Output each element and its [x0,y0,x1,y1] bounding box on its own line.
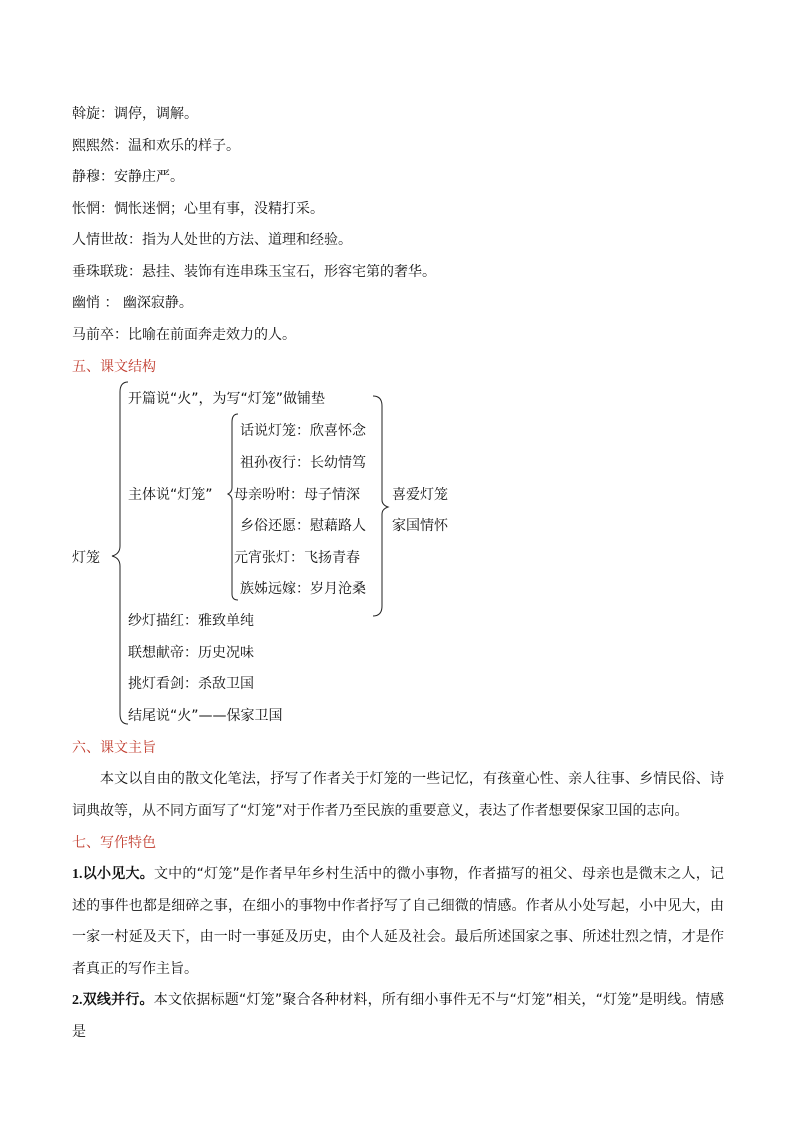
vocab-definition: 悬挂、装饰有连串珠玉宝石，形容宅第的奢华。 [142,264,436,280]
structure-item: 纱灯描红：雅致单纯 [128,613,254,629]
structure-sub-item: 族姊远嫁：岁月沧桑 [240,581,366,597]
vocab-definition: 比喻在前面奔走效力的人。 [128,327,296,343]
vocab-term: 静穆 [72,169,100,185]
section-heading-features: 七、写作特色 [72,835,156,851]
structure-ending: 结尾说“火”——保家卫国 [128,708,283,724]
vocab-item: 垂珠联珑：悬挂、装饰有连串珠玉宝石，形容宅第的奢华。 [72,264,436,280]
structure-sub-item: 祖孙夜行：长幼情笃 [240,455,366,471]
vocab-item: 人情世故：指为人处世的方法、道理和经验。 [72,232,352,248]
vocab-definition: 惆怅迷惘；心里有事，没精打采。 [114,201,324,217]
right-brace [373,396,388,616]
vocab-definition: 调停，调解。 [114,106,198,122]
vocab-term: 幽悄 [72,295,105,311]
vocab-term: 人情世故 [72,232,128,248]
vocab-item: 静穆：安静庄严。 [72,169,184,185]
feature-label-2: 2.双线并行。 [72,993,154,1008]
feature-paragraph-2 [72,985,724,1048]
structure-sub-item: 乡俗还愿：慰藉路人 [240,518,366,534]
vocab-item: 幽悄 ： 幽深寂静。 [72,295,193,311]
vocab-term: 怅惘 [72,201,100,217]
vocab-item: 斡旋：调停，调解。 [72,106,198,122]
structure-main: 主体说“灯笼” [128,487,213,503]
vocab-term: 斡旋 [72,106,100,122]
vocab-term: 马前卒 [72,327,114,343]
vocab-item: 熙熙然：温和欢乐的样子。 [72,138,240,154]
structure-opening: 开篇说“火”，为写“灯笼”做铺垫 [128,391,326,407]
section-heading-theme: 六、课文主旨 [72,740,156,756]
vocab-definition: 安静庄严。 [114,169,184,185]
vocab-item: 马前卒：比喻在前面奔走效力的人。 [72,327,296,343]
structure-right-2: 家国情怀 [392,518,448,534]
feature-paragraph-1 [72,859,724,985]
vocab-definition: 温和欢乐的样子。 [128,138,240,154]
structure-item: 联想献帝：历史况味 [128,645,254,661]
inner-brace [228,414,238,600]
feature-label-1: 1.以小见大。 [72,867,154,882]
feature-text-1: 文中的“灯笼”是作者早年乡村生活中的微小事物，作者描写的祖父、母亲也是微末之人，记述的事件也都是细碎之事，在细小的事物中作者抒写了自己细微的情感。作者从小处写起，小中见大，由一家一村延及天下，由一时一事延及历史，由个人延及社会。最后所述国家之事、所述壮烈之情，才是作者真正的写作主旨。 [72,866,724,977]
structure-item: 挑灯看剑：杀敌卫国 [128,676,254,692]
section-heading-structure: 五、课文结构 [72,359,156,375]
vocab-term: 垂珠联珑 [72,264,128,280]
structure-root: 灯笼 [72,550,100,566]
structure-sub-item: 元宵张灯：飞扬青春 [234,550,360,566]
vocab-definition: 指为人处世的方法、道理和经验。 [142,232,352,248]
theme-paragraph: 本文以自由的散文化笔法，抒写了作者关于灯笼的一些记忆，有孩童心性、亲人往事、乡情民俗、诗词典故等，从不同方面写了“灯笼”对于作者乃至民族的重要意义，表达了作者想要保家卫国的志向。 [72,771,724,819]
vocab-definition: 幽深寂静。 [118,295,193,311]
structure-sub-item: 母亲吩咐：母子情深 [234,487,360,503]
vocab-item: 怅惘：惆怅迷惘；心里有事，没精打采。 [72,201,324,217]
structure-right-1: 喜爱灯笼 [392,487,448,503]
main-brace [112,382,128,724]
feature-text-2: 本文依据标题“灯笼”聚合各种材料，所有细小事件无不与“灯笼”相关，“灯笼”是明线。情感是 [72,992,725,1040]
structure-sub-item: 话说灯笼：欣喜怀念 [240,423,366,439]
vocab-term: 熙熙然 [72,138,114,154]
